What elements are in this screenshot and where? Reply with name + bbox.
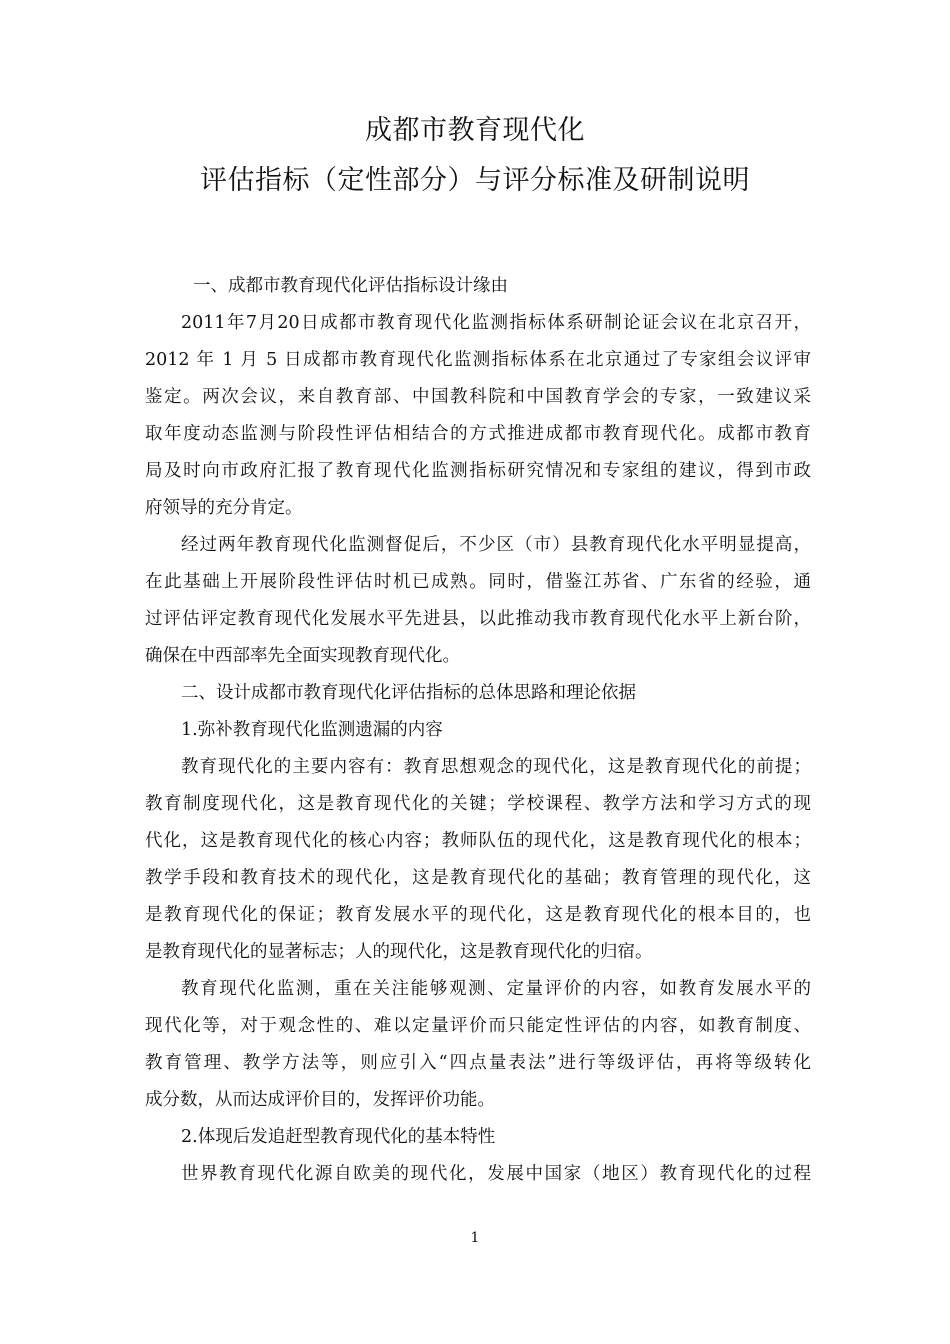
page-number: 1 <box>470 1230 480 1246</box>
paragraph-line: 教育现代化的主要内容有：教育思想观念的现代化，这是教育现代化的前提； <box>181 757 811 777</box>
paragraph-line: 成分数，从而达成评价目的，发挥评价功能。 <box>145 1090 495 1110</box>
document-title-line-1: 成都市教育现代化 <box>365 115 585 146</box>
paragraph-line: 确保在中西部率先全面实现教育现代化。 <box>145 646 460 666</box>
paragraph-line: 教育现代化监测，重在关注能够观测、定量评价的内容，如教育发展水平的 <box>181 979 811 999</box>
section-heading-1: 一、成都市教育现代化评估指标设计缘由 <box>193 276 508 296</box>
paragraph-line: 世界教育现代化源自欧美的现代化，发展中国家（地区）教育现代化的过程 <box>181 1164 811 1184</box>
paragraph-line: 鉴定。两次会议，来自教育部、中国教科院和中国教育学会的专家，一致建议采 <box>145 387 811 407</box>
paragraph-line: 府领导的充分肯定。 <box>145 498 303 518</box>
subsection-heading-2: 2.体现后发追赶型教育现代化的基本特性 <box>181 1127 496 1147</box>
paragraph-line: 是教育现代化的保证；教育发展水平的现代化，这是教育现代化的根本目的，也 <box>145 905 811 925</box>
paragraph-line: 教育制度现代化，这是教育现代化的关键；学校课程、教学方法和学习方式的现 <box>145 794 811 814</box>
paragraph-line: 教学手段和教育技术的现代化，这是教育现代化的基础；教育管理的现代化，这 <box>145 868 811 888</box>
paragraph-line: 教育管理、教学方法等，则应引入“四点量表法”进行等级评估，再将等级转化 <box>145 1053 811 1073</box>
document-body <box>145 268 811 1193</box>
paragraph-line: 局及时向市政府汇报了教育现代化监测指标研究情况和专家组的建议，得到市政 <box>145 461 811 481</box>
paragraph-line: 2012 年 1 月 5 日成都市教育现代化监测指标体系在北京通过了专家组会议评审 <box>145 350 811 370</box>
paragraph-line: 取年度动态监测与阶段性评估相结合的方式推进成都市教育现代化。成都市教育 <box>145 424 811 444</box>
document-title-line-2: 评估指标（定性部分）与评分标准及研制说明 <box>200 165 750 196</box>
section-heading-2: 二、设计成都市教育现代化评估指标的总体思路和理论依据 <box>181 683 636 703</box>
paragraph-line: 在此基础上开展阶段性评估时机已成熟。同时，借鉴江苏省、广东省的经验，通 <box>145 572 811 592</box>
paragraph-line: 过评估评定教育现代化发展水平先进县，以此推动我市教育现代化水平上新台阶， <box>145 609 811 629</box>
paragraph-line: 代化，这是教育现代化的核心内容；教师队伍的现代化，这是教育现代化的根本； <box>145 831 811 851</box>
subsection-heading-1: 1.弥补教育现代化监测遗漏的内容 <box>181 720 443 740</box>
paragraph-line: 现代化等，对于观念性的、难以定量评价而只能定性评估的内容，如教育制度、 <box>145 1016 811 1036</box>
paragraph-line: 2011年7月20日成都市教育现代化监测指标体系研制论证会议在北京召开， <box>181 313 811 333</box>
paragraph-line: 经过两年教育现代化监测督促后，不少区（市）县教育现代化水平明显提高， <box>181 535 811 555</box>
paragraph-line: 是教育现代化的显著标志；人的现代化，这是教育现代化的归宿。 <box>145 942 653 962</box>
